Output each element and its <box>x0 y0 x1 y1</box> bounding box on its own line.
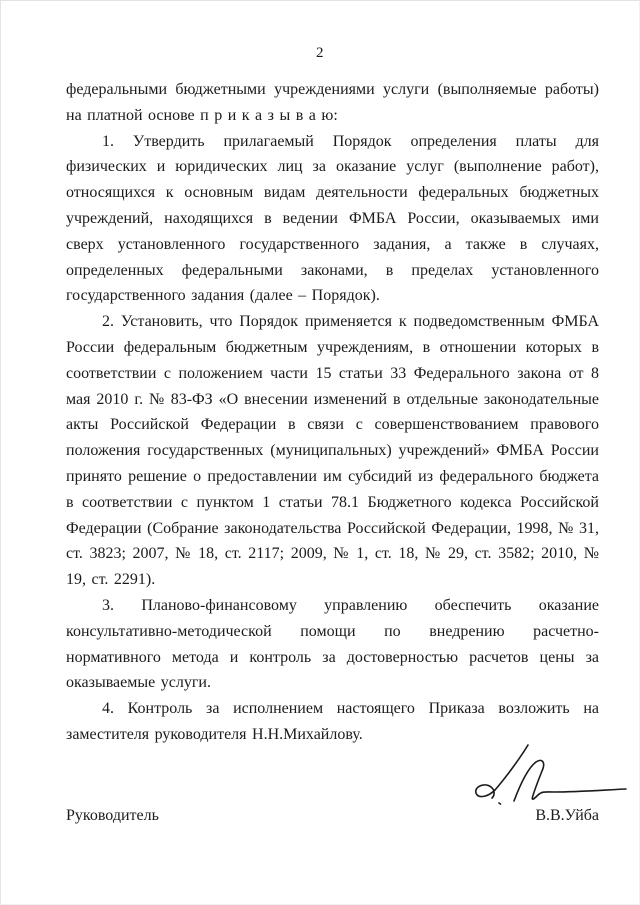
handwritten-signature-icon <box>466 737 640 807</box>
paragraph-item-1: 1. Утвердить прилагаемый Порядок определения платы для физических и юридических лиц за оказание услуг (выполнение работ), относящихся к основным видам деятельности федеральных бюджетных учреждений, находящихся в ведении ФМБА России, оказываемых ими сверх установленного государственного задания, а также в случаях, определенных федеральными законами, в пределах установленного государственного задания (далее – Порядок). <box>66 132 599 305</box>
paragraph-item-2: 2. Установить, что Порядок применяется к подведомственным ФМБА России федеральным бюджетным учреждениям, в отношении которых в соответствии с положением части 15 статьи 33 Федерального закона от 8 мая 2010 г. № 83-ФЗ «О внесении изменений в отдельные законодательные акты Российской Федерации в связи с совершенствованием правового положения государственных (муниципальных) учреждений» ФМБА России принято решение о предоставлении им субсидий из федерального бюджета в соответствии с пунктом 1 статьи 78.1 Бюджетного кодекса Российской Федерации (Собрание законодательства Российской Федерации, 1998, № 31, ст. 3823; 2007, № 18, ст. 2117; 2009, № 1, ст. 18, № 29, ст. 3582; 2010, № 19, ст. 2291). <box>66 313 599 589</box>
paragraph-item-4: 4. Контроль за исполнением настоящего Приказа возложить на заместителя руководителя Н.Н.Михайлову. <box>66 700 599 743</box>
page-number: 2 <box>316 45 324 61</box>
paragraph-item-3: 3. Планово-финансовому управлению обеспечить оказание консультативно-методической помощи по внедрению расчетно-нормативного метода и контроль за достоверностью расчетов цены за оказываемые услуги. <box>66 596 599 692</box>
document-body <box>66 77 599 748</box>
position-label: Руководитель <box>66 807 159 824</box>
paragraph-preamble: федеральными бюджетными учреждениями услуги (выполняемые работы) на платной основе п р и к а з ы в а ю: <box>66 81 599 124</box>
signatory-name: В.В.Уйба <box>535 807 599 824</box>
signature-block <box>66 805 599 827</box>
